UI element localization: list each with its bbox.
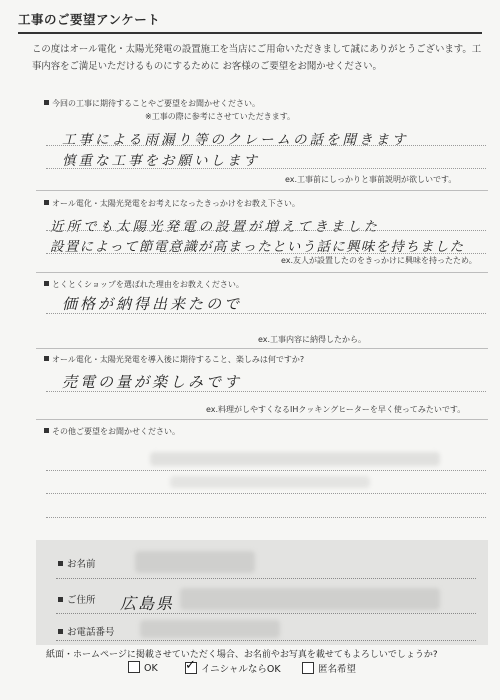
bullet-square-icon <box>58 629 63 634</box>
contact-dotted-line <box>56 613 476 614</box>
contact-dotted-line <box>56 640 476 641</box>
redacted-text-blur <box>170 476 370 488</box>
question-3-label: とくとくショップを選ばれた理由をお教えください。 <box>44 279 244 290</box>
bullet-square-icon <box>44 100 49 105</box>
answer-dotted-line <box>46 230 486 231</box>
question-4-answer: 売電の量が楽しみです <box>62 373 243 391</box>
page-title: 工事のご要望アンケート <box>18 12 161 27</box>
question-4-example: ex.料理がしやすくなるIHクッキングヒーターを早く使ってみたいです。 <box>206 405 466 414</box>
name-label: お名前 <box>58 556 96 570</box>
question-1-answer-line-1: 工事による雨漏り等のクレームの話を聞きます <box>62 132 409 148</box>
consent-question: 紙面・ホームページに掲載させていただく場合、お名前やお写真を載せてもよろしいでしょうか? <box>46 650 438 660</box>
answer-dotted-line <box>46 517 486 518</box>
phone-label: お電話番号 <box>58 624 115 638</box>
answer-dotted-line <box>46 391 486 392</box>
section-divider <box>36 272 488 273</box>
checkbox-anonymous[interactable] <box>302 662 314 674</box>
question-5-label: その他ご要望をお聞かせください。 <box>44 426 180 437</box>
bullet-square-icon <box>44 356 49 361</box>
answer-dotted-line <box>46 493 486 494</box>
bullet-square-icon <box>58 561 63 566</box>
section-divider <box>36 190 488 191</box>
title-underline <box>18 32 482 34</box>
question-2-example: ex.友人が設置したのをきっかけに興味を持ったため。 <box>281 256 477 265</box>
address-label: ご住所 <box>58 592 96 606</box>
redacted-name-blur <box>135 551 255 573</box>
question-1-example: ex.工事前にしっかりと事前説明が欲しいです。 <box>285 175 457 184</box>
bullet-square-icon <box>58 597 63 602</box>
question-1-answer-line-2: 慎重な工事をお願いします <box>62 153 260 169</box>
contact-dotted-line <box>56 578 476 579</box>
consent-option-anonymous[interactable]: 匿名希望 <box>302 661 356 675</box>
bullet-square-icon <box>44 281 49 286</box>
question-1-label: 今回の工事に期待することやご要望をお聞かせください。 <box>44 98 260 109</box>
redacted-phone-blur <box>140 620 280 638</box>
question-3-answer: 価格が納得出来たので <box>62 295 243 313</box>
redacted-address-blur <box>180 588 440 610</box>
answer-dotted-line <box>46 168 486 169</box>
answer-dotted-line <box>46 253 486 254</box>
question-3-example: ex.工事内容に納得したから。 <box>258 335 367 344</box>
question-2-answer-line-2: 設置によって節電意識が高まったという話に興味を持ちました <box>50 239 465 255</box>
answer-dotted-line <box>46 145 486 146</box>
question-2-label: オール電化・太陽光発電をお考えになったきっかけをお教え下さい。 <box>44 198 300 209</box>
address-prefecture: 広島県 <box>120 594 175 613</box>
intro-text: この度はオール電化・太陽光発電の設置施工を当店にご用命いただきまして誠にありがとうございます。工事内容をご満足いただけるものにするために お客様のご要望をお聞かせください。 <box>32 44 482 72</box>
bullet-square-icon <box>44 428 49 433</box>
question-1-note: ※工事の際に参考にさせていただきます。 <box>145 112 296 121</box>
checkbox-initials[interactable] <box>185 658 197 674</box>
question-2-answer-line-1: 近所でも太陽光発電の設置が増えてきました <box>50 219 380 235</box>
answer-dotted-line <box>46 313 486 314</box>
section-divider <box>36 419 488 420</box>
consent-option-ok[interactable]: OK <box>128 661 158 674</box>
question-4-label: オール電化・太陽光発電を導入後に期待すること、楽しみは何ですか? <box>44 354 304 365</box>
checkmark-icon: ✓ <box>185 658 196 673</box>
redacted-text-blur <box>150 452 440 466</box>
answer-dotted-line <box>46 470 486 471</box>
section-divider <box>36 348 488 349</box>
consent-option-initials[interactable]: ✓ イニシャルならOK <box>185 658 281 675</box>
bullet-square-icon <box>44 200 49 205</box>
checkbox-ok[interactable] <box>128 661 140 673</box>
